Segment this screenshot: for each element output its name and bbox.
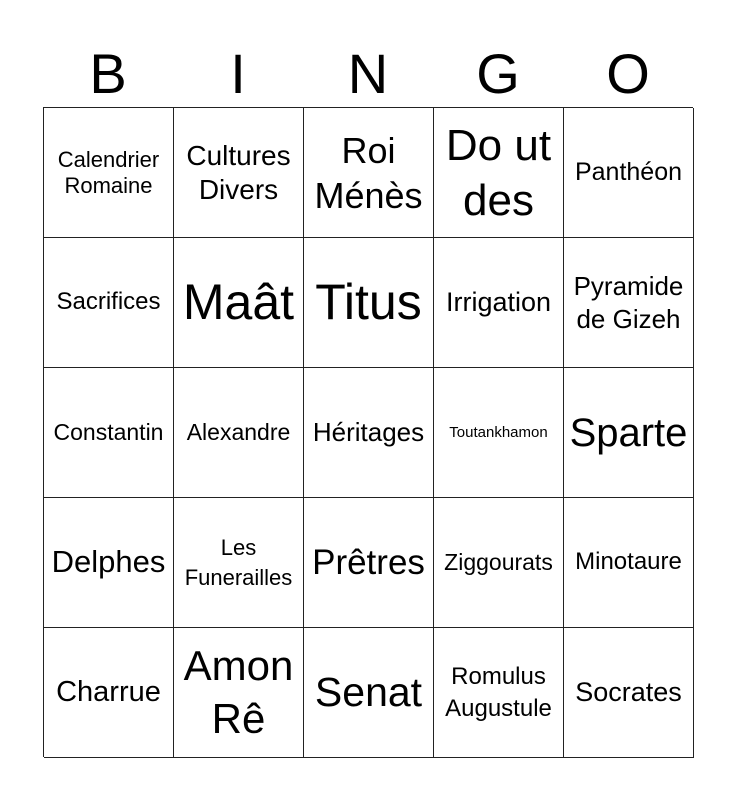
bingo-cell[interactable]	[44, 238, 174, 368]
bingo-cell[interactable]	[434, 108, 564, 238]
cell-text: Socrates	[575, 676, 682, 707]
bingo-cell[interactable]	[564, 108, 694, 238]
cell-text: Toutankhamon	[449, 423, 548, 441]
bingo-cell[interactable]	[304, 628, 434, 758]
cell-text: Héritages	[312, 417, 425, 448]
bingo-cell[interactable]	[174, 498, 304, 628]
cell-text: Pyramide de Gizeh	[573, 271, 684, 334]
bingo-cell[interactable]	[304, 368, 434, 498]
cell-text: Maât	[182, 274, 295, 330]
header-letter-o: O	[606, 42, 650, 105]
cell-text: Panthéon	[574, 157, 683, 186]
bingo-cell[interactable]	[304, 498, 434, 628]
cell-text: Minotaure	[575, 548, 682, 576]
cell-text: Les Funerailles	[184, 534, 293, 590]
bingo-cell[interactable]	[174, 628, 304, 758]
bingo-cell[interactable]	[44, 628, 174, 758]
cell-text: Sparte	[569, 410, 688, 455]
bingo-cell[interactable]	[434, 368, 564, 498]
cell-text: Delphes	[51, 544, 166, 580]
bingo-grid	[43, 107, 693, 757]
cell-text: Senat	[314, 668, 423, 715]
cell-text: Sacrifices	[56, 288, 161, 316]
cell-text: Ziggourats	[444, 548, 553, 575]
bingo-cell[interactable]	[174, 108, 304, 238]
cell-text: Alexandre	[186, 418, 291, 445]
bingo-cell[interactable]	[564, 368, 694, 498]
cell-text: Do ut des	[445, 120, 552, 225]
header-letter-n: N	[347, 42, 389, 105]
bingo-cell[interactable]	[434, 628, 564, 758]
bingo-cell[interactable]	[564, 498, 694, 628]
bingo-cell[interactable]	[304, 108, 434, 238]
bingo-cell[interactable]	[434, 498, 564, 628]
cell-text: Calendrier Romaine	[57, 146, 160, 198]
bingo-header	[43, 40, 693, 108]
bingo-cell[interactable]	[564, 238, 694, 368]
cell-text: Prêtres	[312, 542, 425, 582]
cell-text: Roi Ménès	[314, 129, 423, 216]
bingo-cell[interactable]	[174, 238, 304, 368]
bingo-cell[interactable]	[434, 238, 564, 368]
cell-text: Cultures Divers	[186, 140, 291, 205]
header-letter-g: G	[476, 42, 520, 105]
cell-text: Charrue	[56, 676, 161, 709]
bingo-cell[interactable]	[564, 628, 694, 758]
header-letter-i: I	[230, 42, 246, 105]
cell-text: Romulus Augustule	[445, 663, 552, 722]
bingo-cell[interactable]	[174, 368, 304, 498]
cell-text: Titus	[315, 274, 422, 330]
cell-text: Amon Rê	[183, 642, 294, 742]
bingo-cell[interactable]	[44, 368, 174, 498]
bingo-cell[interactable]	[44, 498, 174, 628]
cell-text: Irrigation	[445, 286, 552, 317]
bingo-cell[interactable]	[44, 108, 174, 238]
bingo-cell[interactable]	[304, 238, 434, 368]
cell-text: Constantin	[53, 418, 164, 445]
header-letter-b: B	[89, 42, 127, 105]
